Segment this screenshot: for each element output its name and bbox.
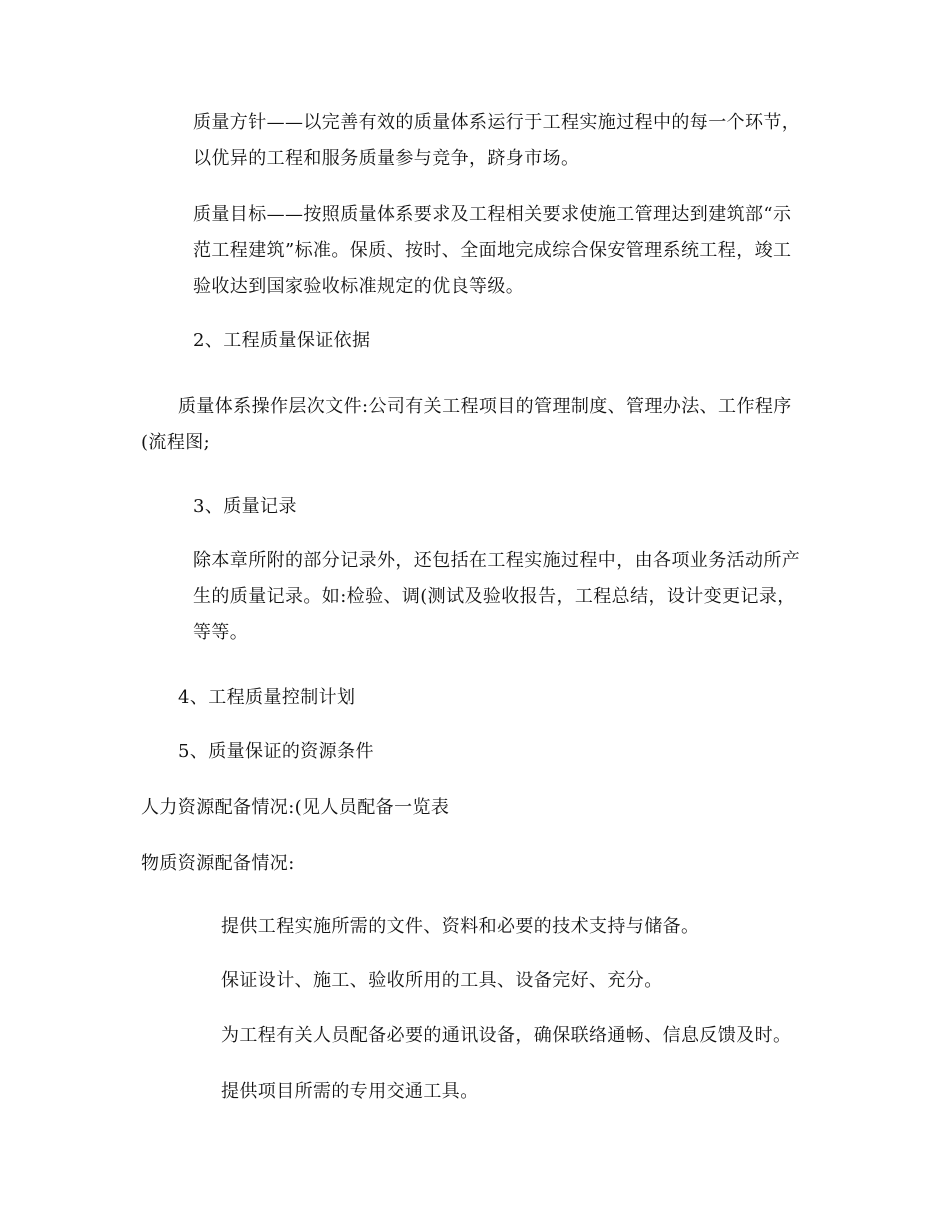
policy-line-2: 以优异的工程和服务质量参与竞争，跻身市场。: [193, 148, 580, 169]
resource-item: 提供工程实施所需的文件、资料和必要的技术支持与储备。: [221, 916, 700, 937]
material-resources-line: 物质资源配备情况:: [141, 853, 295, 874]
objective-line-3: 验收达到国家验收标准规定的优良等级。: [193, 276, 525, 297]
section-3-body-line-2: 生的质量记录。如:检验、调(测试及验收报告，工程总结，设计变更记录，: [193, 586, 796, 607]
resource-item: 为工程有关人员配备必要的通讯设备，确保联络通畅、信息反馈及时。: [221, 1025, 792, 1046]
resource-item: 保证设计、施工、验收所用的工具、设备完好、充分。: [221, 970, 663, 991]
section-2-body-line-2: (流程图;: [141, 432, 211, 453]
section-5-heading: 5、质量保证的资源条件: [178, 741, 374, 762]
section-3-body-line-1: 除本章所附的部分记录外，还包括在工程实施过程中，由各项业务活动所产: [193, 550, 801, 571]
section-2-heading: 2、工程质量保证依据: [193, 330, 371, 351]
resource-item: 提供项目所需的专用交通工具。: [221, 1081, 479, 1102]
objective-line-1: 质量目标——按照质量体系要求及工程相关要求使施工管理达到建筑部“示: [193, 204, 792, 225]
objective-line-2: 范工程建筑”标准。保质、按时、全面地完成综合保安管理系统工程，竣工: [193, 240, 792, 261]
section-4-heading: 4、工程质量控制计划: [178, 687, 356, 708]
section-2-body-line-1: 质量体系操作层次文件:公司有关工程项目的管理制度、管理办法、工作程序: [178, 396, 792, 417]
section-3-heading: 3、质量记录: [193, 496, 297, 517]
section-3-body-line-3: 等等。: [193, 622, 249, 643]
human-resources-line: 人力资源配备情况:(见人员配备一览表: [141, 797, 450, 818]
policy-line-1: 质量方针——以完善有效的质量体系运行于工程实施过程中的每一个环节，: [193, 112, 801, 133]
